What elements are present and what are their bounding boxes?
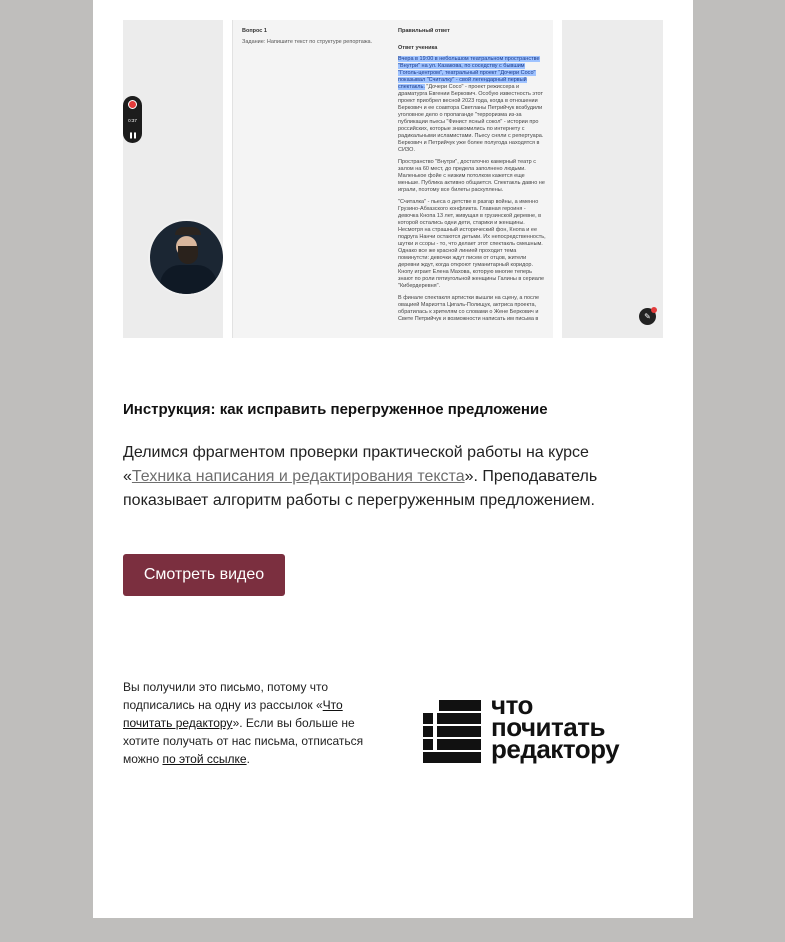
logo-bars-icon <box>423 700 481 764</box>
article-title: Инструкция: как исправить перегруженное предложение <box>123 401 548 418</box>
answer-heading: Правильный ответ <box>398 28 450 34</box>
recording-time: 0:37 <box>128 117 137 123</box>
task-text: Задание: Напишите текст по структуре репортажа. <box>242 39 373 45</box>
answer-paragraph-3: "Считалка" - пьеса о детстве в разгар войны, а именно Грузино-Абхазского конфликта. Главная героиня - девочка Кнопа 13 лет, живущая в грузинской деревне, в которой остались одни дети, старики и женщины. Несмотря на страшный исторический фон, Кнопа и ее подруга Нанчи остаются детьми. Их непосредственность, шутки и ссоры - то, что делает этот спектакль смешным. Однако все же красной линией проходит тема поминутсти: девочки ждут писем от отцов, жители деревни ждут, когда откроют гуманитарный коридор. Кнопу играет Елена Махова, которую многие теперь знают по роли пятиугольной женщины Галины в сериале "Кибердеревня". <box>398 199 546 289</box>
article-description: Делимся фрагментом проверки практической работы на курсе «Техника написания и редактирования текста». Преподаватель показывает алгоритм работы с перегруженным предложением. <box>123 444 598 509</box>
preview-divider <box>223 20 232 338</box>
answer-paragraph-2: Пространство "Внутри", достаточно камерный театр с залом на 60 мест, до предела заполнено людьми. Маленькое фойе с низким потолком кажется еще меньше. Публика активно общается. Спектакль давно не играли, поэтому все билеты раскуплены. <box>398 159 545 193</box>
answer-paragraph-1: Вчера в 19:00 в небольшом театральном пространстве "Внутри" на ул. Казакова, по соседству с бывшим "Гоголь-центром", театральный проект "Дочери Сосо" показывал "Считалку" - свой легендарный первый спектакль. "Дочери Сосо" - проект режиссера и драматурга Евгении Беркович. Особую известность этот проект приобрел весной 2023 года, когда в отношении Беркович и ее соавтора Светланы Петрийчук возбудили уголовное дело о пропаганде "терроризма из-за публикации пьесы "Финист ясный сокол" - истории про российских, которые знакомились по интернету с радикальными исламистами. Пьесу сняли с репертуара. Беркович и Петрийчук уже более полугода находятся в СИЗО. <box>398 56 544 153</box>
notification-badge <box>651 307 657 313</box>
email-card <box>93 0 693 918</box>
unsubscribe-notice: Вы получили это письмо, потому что подписались на одну из рассылок «Что почитать редактору». Если вы больше не хотите получать от нас письма, отписаться можно по этой ссылке. <box>123 680 364 766</box>
course-link[interactable]: Техника написания и редактирования текста <box>131 468 465 485</box>
question-label: Вопрос 1 <box>242 28 267 34</box>
preview-left-panel <box>123 20 223 338</box>
preview-right-panel <box>562 20 663 338</box>
recording-control[interactable] <box>123 96 142 143</box>
preview-divider <box>553 20 562 338</box>
pause-icon[interactable]: ❚❚ <box>128 132 137 139</box>
video-preview[interactable] <box>123 20 663 338</box>
answer-column <box>398 28 546 328</box>
presenter-avatar <box>148 219 225 296</box>
highlighted-sentence: Вчера в 19:00 в небольшом театральном пространстве "Внутри" на ул. Казакова, по соседству с бывшим "Гоголь-центром", театральный проект "Дочери Сосо" показывал "Считалку" - свой легендарный первый спектакль. <box>398 56 540 90</box>
answer-paragraph-4: В финале спектакля артистки вышли на сцену, а после овацией Мариэтта Цигаль-Полищук, актриса проекта, обратилась к зрителям со словами о Жене Беркович и Свете Петрийчук и возможности написать им письма в <box>398 295 540 322</box>
watch-video-button[interactable]: Смотреть видео <box>123 554 285 596</box>
unsubscribe-link[interactable]: по этой ссылке <box>162 752 247 766</box>
newsletter-link[interactable]: Что почитать редактору <box>123 698 343 730</box>
chat-icon[interactable]: ✎ <box>639 308 656 325</box>
brand-logo[interactable] <box>423 690 663 770</box>
logo-wordmark: что почитать редактору <box>491 690 620 764</box>
document-screenshot <box>232 20 554 338</box>
student-answer-heading: Ответ ученика <box>398 45 438 51</box>
record-icon[interactable] <box>128 100 137 109</box>
